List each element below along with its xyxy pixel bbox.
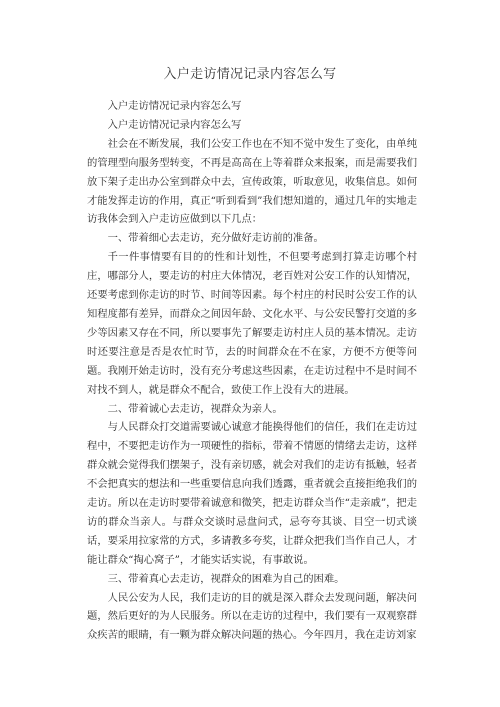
section-heading-1: 一、带着细心去走访，充分做好走访前的准备。 — [107, 232, 324, 245]
repeated-title-line: 入户走访情况记录内容怎么写 — [107, 118, 242, 131]
section-heading-2: 二、带着诚心去走访，视群众为亲人。 — [107, 402, 283, 415]
document-title: 入户走访情况记录内容怎么写 — [163, 67, 337, 82]
repeated-title-line: 入户走访情况记录内容怎么写 — [107, 100, 242, 112]
document-body — [87, 97, 417, 645]
section-1-paragraph: 千一件事情要有目的的性和计划性，不但要考虑到打算走访哪个村庄，哪部分人，要走访的村庄大体情况，老百姓对公安工作的认知情况，还要考虑到你走访的时节、时间等因素。每个村庄的村民时公安工作的认知程度都有差异，而群众之间因年龄、文化水平、与公安民警打交道的多少等因素又存在不同，所以要事先了解要走访村庄人员的基本情况。走访时还要注意是否是农忙时节，去的时间群众在不在家，方便不方便等问题。我刚开始走访时，没有充分考虑这些因素，在走访过程中不是时间不对找不到人，就是群众不配合，致使工作上没有大的进展。 — [87, 251, 417, 396]
section-3-paragraph: 人民公安为人民，我们走访的目的就是深入群众去发现问题，解决问题，然后更好的为人民服务。所以在走访的过程中，我们要有一双观察群众疾苦的眼睛，有一颗为群众解决问题的热心。今年四月，我在走访刘家 — [87, 591, 417, 642]
section-2-paragraph: 与人民群众打交道需要诚心诚意才能换得他们的信任，我们在走访过程中，不要把走访作为一项硬性的指标，带着不情愿的情绪去走访，这样群众就会觉得我们摆架子，没有亲切感，就会对我们的走访有抵触，轻者不会把真实的想法和一些重要信息向我们透露，重者就会直接拒绝我们的走访。所以在走访时要带着诚意和微笑，把走访群众当作“走亲戚”，把走访的群众当亲人。与群众交谈时忌盘问式，忌夸夸其谈、目空一切式谈话，要采用拉家常的方式，多请教多夸奖，让群众把我们当作自己人，才能让群众“掏心窝子”，才能实话实说，有事敢说。 — [87, 421, 417, 566]
section-heading-3: 三、带着真心去走访，视群众的困难为自己的困难。 — [107, 572, 345, 585]
intro-paragraph: 社会在不断发展，我们公安工作也在不知不觉中发生了变化，由单纯的管理型向服务型转变，不再是高高在上等着群众来报案，而是需要我们放下架子走出办公室到群众中去，宣传政策，听取意见，收集信息。如何才能发挥走访的作用，真正“听到看到”我们想知道的，通过几年的实地走访我体会到入户走访应做到以下几点： — [87, 137, 417, 226]
